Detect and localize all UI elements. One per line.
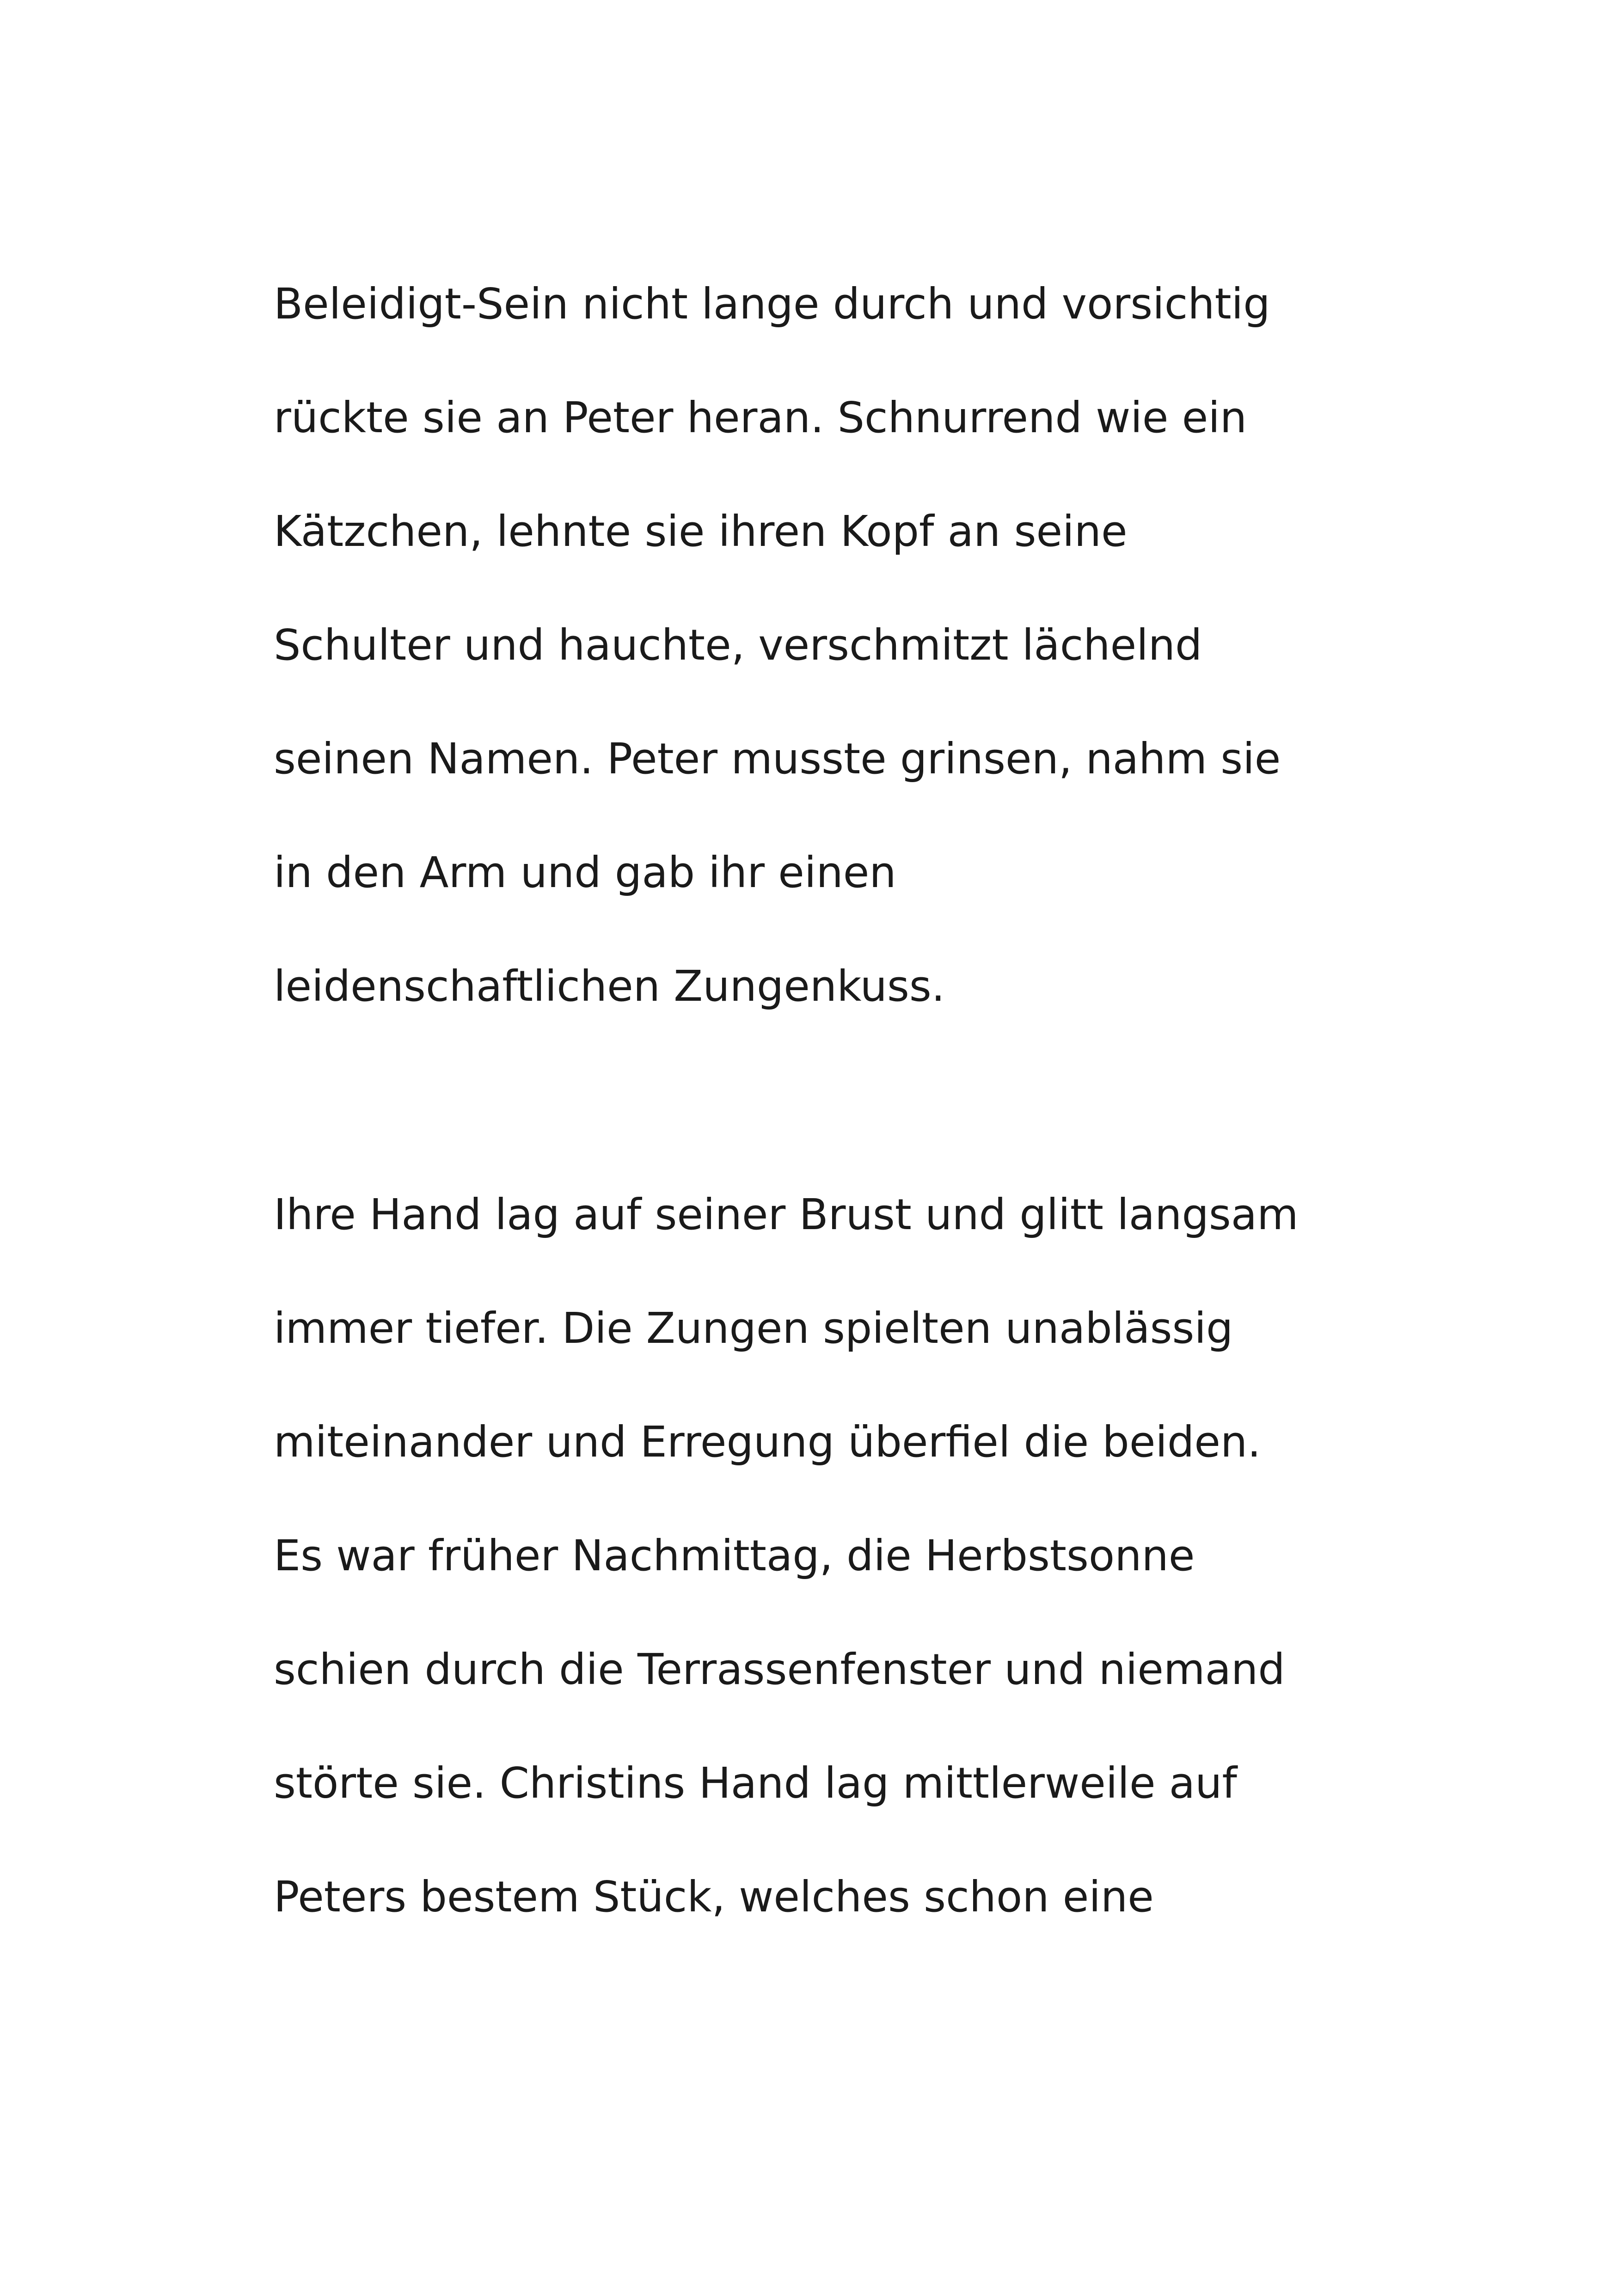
- text-line: rückte sie an Peter heran. Schnurrend wie ein: [274, 393, 1247, 442]
- text-line: Es war früher Nachmittag, die Herbstsonne: [274, 1531, 1195, 1580]
- text-line: in den Arm und gab ihr einen: [274, 848, 896, 897]
- text-line: Ihre Hand lag auf seiner Brust und glitt langsam: [274, 1190, 1299, 1239]
- text-line: störte sie. Christins Hand lag mittlerweile auf: [274, 1758, 1237, 1808]
- text-line: leidenschaftlichen Zungenkuss.: [274, 961, 945, 1011]
- text-line: Kätzchen, lehnte sie ihren Kopf an seine: [274, 507, 1128, 556]
- text-line: Beleidigt-Sein nicht lange durch und vorsichtig: [274, 279, 1270, 329]
- text-line: schien durch die Terrassenfenster und niemand: [274, 1645, 1285, 1694]
- text-line: Schulter und hauchte, verschmitzt lächelnd: [274, 620, 1202, 670]
- text-line: seinen Namen. Peter musste grinsen, nahm sie: [274, 734, 1281, 784]
- text-line: Peters bestem Stück, welches schon eine: [274, 1872, 1154, 1922]
- text-line: immer tiefer. Die Zungen spielten unablässig: [274, 1304, 1233, 1353]
- text-line: miteinander und Erregung überfiel die beiden.: [274, 1417, 1261, 1467]
- paragraph-1: [274, 279, 1383, 1022]
- paragraph-2: [274, 1190, 1383, 1933]
